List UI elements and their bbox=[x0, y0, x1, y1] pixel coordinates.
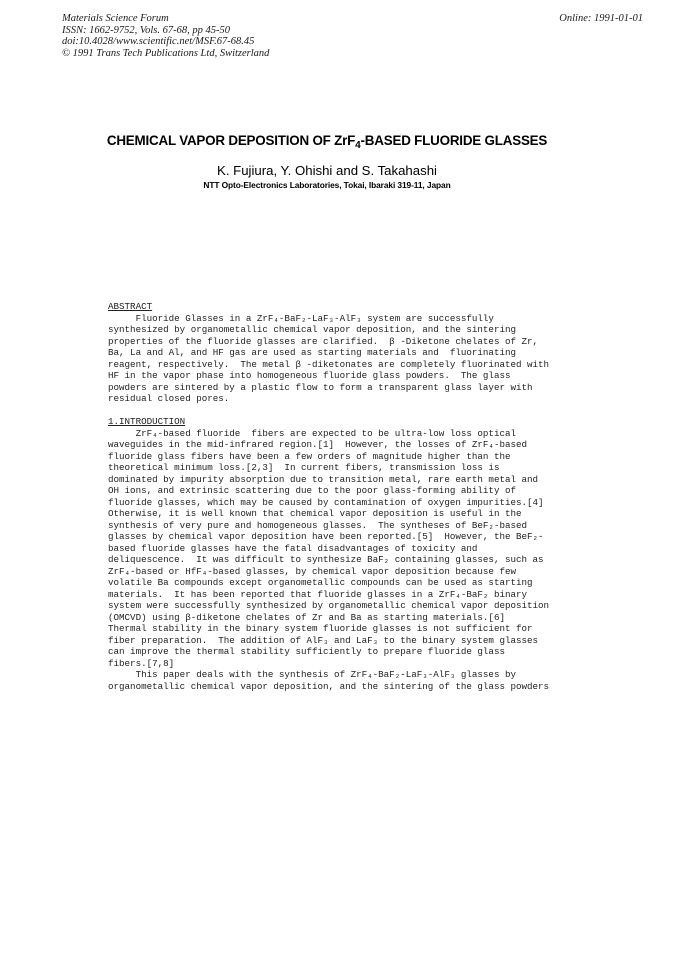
introduction-line: materials. It has been reported that fluoride glasses in a ZrF₄-BaF₂ binary bbox=[108, 588, 528, 600]
introduction-line: organometallic chemical vapor deposition, and the sintering of the glass powders bbox=[108, 680, 550, 692]
introduction-line: glasses by chemical vapor deposition have been reported.[5] However, the BeF₂- bbox=[108, 531, 544, 542]
introduction-line: synthesis of very pure and homogeneous glasses. The syntheses of BeF₂-based bbox=[108, 519, 528, 531]
abstract-line: residual closed pores. bbox=[108, 393, 230, 404]
abstract-line: Fluoride Glasses in a ZrF₄-BaF₂-LaF₃-AlF₃ system are successfully bbox=[108, 312, 494, 324]
introduction-line: Thermal stability in the binary system fluoride glasses is not sufficient for bbox=[108, 623, 533, 634]
introduction-line: based fluoride glasses have the fatal disadvantages of toxicity and bbox=[108, 542, 478, 554]
introduction-line: Otherwise, it is well known that chemical vapor deposition is useful in the bbox=[108, 508, 522, 519]
introduction-heading: 1.INTRODUCTION bbox=[108, 416, 186, 427]
introduction-line: fibers.[7,8] bbox=[108, 657, 175, 669]
introduction-line: volatile Ba compounds except organometallic compounds can be used as starting bbox=[108, 577, 533, 588]
abstract-line: reagent, respectively. The metal β -diketonates are completely fluorinated with bbox=[108, 358, 550, 370]
doi-line: doi:10.4028/www.scientific.net/MSF.67-68.45 bbox=[62, 36, 255, 48]
introduction-line: This paper deals with the synthesis of ZrF₄-BaF₂-LaF₃-AlF₃ glasses by bbox=[108, 669, 516, 680]
introduction-line: ZrF₄-based fluoride fibers are expected to be ultra-low loss optical bbox=[108, 427, 516, 439]
introduction-line: fluoride glass fibers have been a few orders of magnitude higher than the bbox=[108, 450, 511, 462]
abstract-line: HF in the vapor phase into homogeneous fluoride glass powders. The glass bbox=[108, 370, 511, 381]
affiliation: NTT Opto-Electronics Laboratories, Tokai, Ibaraki 319-11, Japan bbox=[203, 180, 451, 190]
title-part-2: -BASED FLUORIDE GLASSES bbox=[360, 133, 548, 148]
abstract-heading: ABSTRACT bbox=[108, 301, 153, 312]
journal-name: Materials Science Forum bbox=[62, 13, 169, 24]
paper-body bbox=[108, 301, 558, 692]
section-gap bbox=[108, 405, 558, 417]
introduction-line: OH ions, and extrinsic scattering due to the poor glass-forming ability of bbox=[108, 485, 516, 496]
abstract-line: Ba, La and Al, and HF gas are used as starting materials and fluorinating bbox=[108, 347, 516, 358]
introduction-line: fluoride glasses, which may be caused by contamination of oxygen impurities.[4] bbox=[108, 496, 544, 508]
journal-header bbox=[62, 13, 269, 59]
introduction-text bbox=[108, 428, 558, 693]
abstract-line: synthesized by organometallic chemical vapor deposition, and the sintering bbox=[108, 324, 516, 335]
authors: K. Fujiura, Y. Ohishi and S. Takahashi bbox=[217, 163, 437, 178]
introduction-line: theoretical minimum loss.[2,3] In current fibers, transmission loss is bbox=[108, 462, 500, 473]
introduction-line: (OMCVD) using β-diketone chelates of Zr and Ba as starting materials.[6] bbox=[108, 611, 505, 623]
introduction-line: system were successfully synthesized by organometallic chemical vapor deposition bbox=[108, 600, 550, 611]
introduction-line: waveguides in the mid-infrared region.[1] However, the losses of ZrF₄-based bbox=[108, 439, 528, 450]
introduction-line: deliquescence. It was difficult to synthesize BaF₂ containing glasses, such as bbox=[108, 554, 544, 565]
title-part-1: CHEMICAL VAPOR DEPOSITION OF ZrF bbox=[106, 133, 356, 148]
introduction-line: dominated by impurity absorption due to transition metal, rare earth metal and bbox=[108, 473, 539, 485]
introduction-line: can improve the thermal stability sufficiently to prepare fluoride glass bbox=[108, 646, 505, 657]
paper-title bbox=[0, 133, 654, 151]
abstract-line: powders are sintered by a plastic flow to form a transparent glass layer with bbox=[108, 381, 533, 393]
introduction-line: ZrF₄-based or HfF₄-based glasses, by chemical vapor deposition because few bbox=[108, 565, 516, 577]
online-date: Online: 1991-01-01 bbox=[559, 13, 643, 24]
issn-line: ISSN: 1662-9752, Vols. 67-68, pp 45-50 bbox=[62, 24, 230, 36]
abstract-text bbox=[108, 313, 558, 405]
introduction-line: fiber preparation. The addition of AlF₃ and LaF₃ to the binary system glasses bbox=[108, 634, 539, 646]
title-subscript: 4 bbox=[355, 140, 361, 151]
abstract-line: properties of the fluoride glasses are clarified. β -Diketone chelates of Zr, bbox=[108, 335, 539, 347]
copyright-line: © 1991 Trans Tech Publications Ltd, Switzerland bbox=[62, 47, 270, 59]
